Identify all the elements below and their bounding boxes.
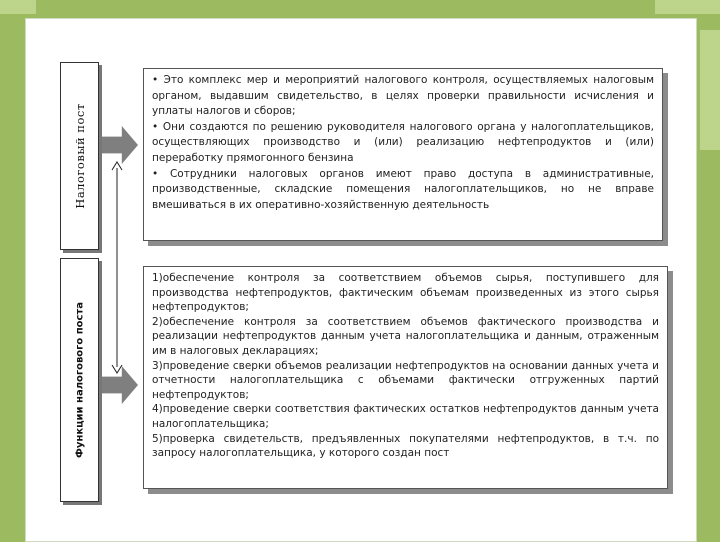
function-item: 4)проведение сверки соответствия фактических остатков нефтепродуктов данным учета налогоплательщика; — [152, 403, 659, 430]
definition-bullet: • Сотрудники налоговых органов имеют право доступа в административные, производственные, складские помещения налогоплательщиков, но не вправе вмешиваться в их оперативно-хозяйственную деятельность — [152, 167, 655, 211]
tax-post-label — [60, 62, 99, 250]
tax-post-functions-label — [60, 258, 99, 502]
function-item: 5)проверка свидетельств, предъявленных покупателями нефтепродуктов, в т.ч. по запросу налогоплательщика, у которого создан пост — [152, 432, 659, 460]
function-item: 3)проведение сверки объемов реализации нефтепродуктов на основании данных учета и отчетности налогоплательщика с объемами фактически отгруженных партий нефтепродуктов; — [152, 359, 659, 401]
double-arrow-icon — [110, 160, 124, 375]
decor-tile-top-right — [655, 0, 720, 14]
tax-post-label-text: Налоговый пост — [72, 103, 87, 209]
decor-tile-top-left — [0, 0, 36, 14]
tax-post-definition-box — [143, 68, 663, 241]
definition-bullet-text: Это комплекс мер и мероприятий налогового контроля, осуществляемых налоговым органом, выдавшим свидетельство, в целях проверки правильности исчисления и уплаты налогов и сборов; — [152, 74, 655, 118]
tax-post-functions-label-text: Функции налогового поста — [74, 301, 85, 459]
definition-bullet: • Это комплекс мер и мероприятий налогового контроля, осуществляемых налоговым органом, выдавшим свидетельство, в целях проверки правильности исчисления и уплаты налогов и сборов; — [152, 74, 655, 118]
function-item: 1)обеспечение контроля за соответствием объемов сырья, поступившего для производства нефтепродуктов, фактическим объемам произведенных из этого сырья нефтепродуктов; — [152, 272, 659, 314]
decor-tile-right — [700, 30, 720, 150]
definition-bullet-text: Они создаются по решению руководителя налогового органа у налогоплательщиков, осуществляющих производство и (или) реализацию нефтепродуктов и (или) переработку прямогонного бензина — [152, 120, 655, 164]
definition-bullet-text: Сотрудники налоговых органов имеют право доступа в административные, производственные, складские помещения налогоплательщиков, но не вправе вмешиваться в их оперативно-хозяйственную деятельность — [152, 167, 655, 211]
definition-bullet: • Они создаются по решению руководителя налогового органа у налогоплательщиков, осуществляющих производство и (или) реализацию нефтепродуктов и (или) переработку прямогонного бензина — [152, 120, 655, 164]
tax-post-functions-box — [143, 266, 668, 489]
function-item: 2)обеспечение контроля за соответствием объемов фактического производства и реализации нефтепродуктов данным учета налогоплательщика и данным, отраженным им в налоговых декларациях; — [152, 315, 659, 357]
